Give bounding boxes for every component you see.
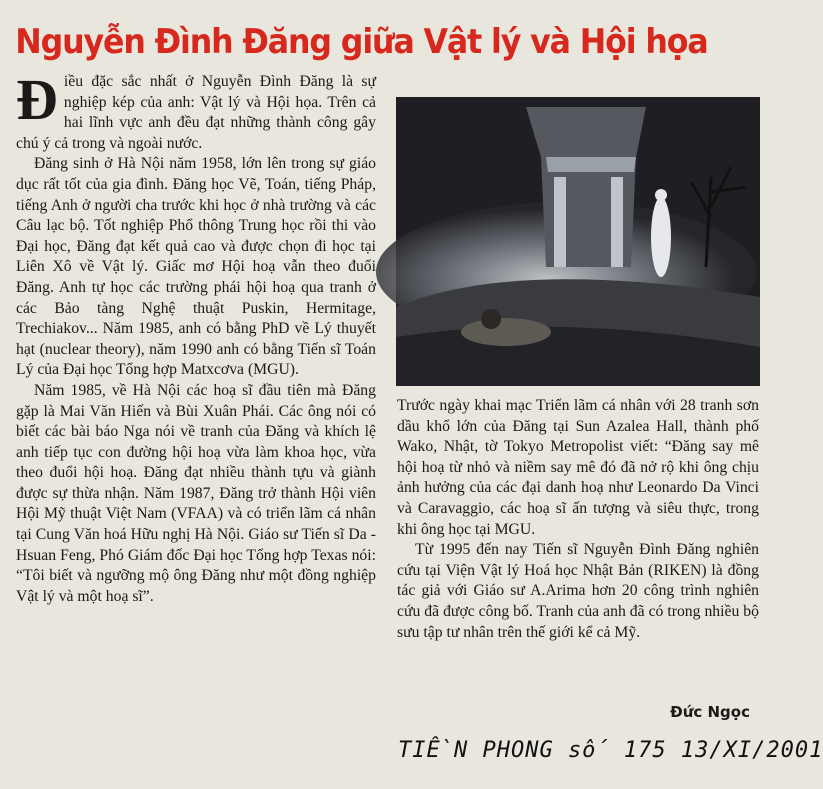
byline: Đức Ngọc — [670, 703, 750, 721]
paragraph-4: Trước ngày khai mạc Triển lãm cá nhân với 28 tranh sơn dầu khổ lớn của Đăng tại Sun Azalea Hall, thành phố Wako, Nhật, tờ Tokyo Metropolist viết: “Đăng say mê hội hoạ từ nhỏ và niềm say mê đó đã nở rộ khi ông chịu ảnh hưởng của các đại danh hoạ như Leonardo Da Vinci và Caravaggio, các hoạ sĩ ấn tượng và siêu thực, trong khi ông học tại MGU. — [397, 397, 759, 538]
paragraph-3: Năm 1985, về Hà Nội các hoạ sĩ đầu tiên mà Đăng gặp là Mai Văn Hiến và Bùi Xuân Phái. Các ông nói có biết các bài báo Nga nói về tranh của Đăng và khích lệ anh tiếp tục con đường hội hoạ vừa làm khoa học, vừa theo đuổi hội hoạ. Đăng đạt nhiều thành tựu và giành được sự thừa nhận. Năm 1987, Đăng trở thành Hội viên Hội Mỹ thuật Việt Nam (VFAA) và có triển lãm cá nhân tại Cung Văn hoá Hữu nghị Hà Nội. Giáo sư Tiến sĩ Da - Hsuan Feng, Phó Giám đốc Đại học Tổng hợp Texas nói: “Tôi biết và ngưỡng mộ ông Đăng như một đồng nghiệp Vật lý và một hoạ sĩ”. — [16, 381, 376, 605]
paragraph-1 — [16, 67, 376, 154]
drop-cap: Đ — [16, 67, 58, 132]
paragraph-5: Từ 1995 đến nay Tiến sĩ Nguyễn Đình Đăng nghiên cứu tại Viện Vật lý Hoá học Nhật Bản (RIKEN) là đồng tác giả với Giáo sư A.Arima hơn 20 công trình nghiên cứu đã được công bố. Tranh của anh đã có trong nhiều bộ sưu tập tư nhân trên thế giới kể cả Mỹ. — [397, 541, 759, 641]
headline: Nguyễn Đình Đăng giữa Vật lý và Hội họa — [15, 22, 708, 62]
handwritten-source-note: TIỀN PHONG số 175 13/XI/2001 — [398, 738, 823, 763]
painting-illustration — [396, 97, 760, 386]
paragraph-1-text: iều đặc sắc nhất ở Nguyễn Đình Đăng là sự nghiệp kép của anh: Vật lý và Hội họa. Trên cả hai lĩnh vực anh đều đạt những thành công gây chú ý cả trong và ngoài nước. — [16, 73, 376, 152]
painting-photo — [396, 97, 760, 386]
paragraph-2: Đăng sinh ở Hà Nội năm 1958, lớn lên trong sự giáo dục rất tốt của gia đình. Đăng học Vẽ, Toán, tiếng Pháp, tiếng Anh ở người cha trước khi học ở nhà trường và các Câu lạc bộ. Tốt nghiệp Phổ thông Trung học rồi thi vào Đại học, Đăng đạt kết quả cao và được chọn đi học tại Liên Xô về Vật lý. Giấc mơ Hội hoạ vẫn theo đuổi Đăng. Anh tự học các trường phái hội hoạ qua tranh ở các Bảo tàng Nghệ thuật Puskin, Hermitage, Trechiakov... Năm 1985, anh có bằng PhD về Lý thuyết hạt (nuclear theory), năm 1990 anh có bằng Tiến sĩ Toán Lý của Đại học Tổng hợp Matxcơva (MGU). — [16, 155, 376, 379]
left-column — [16, 67, 376, 607]
right-column — [397, 396, 759, 643]
